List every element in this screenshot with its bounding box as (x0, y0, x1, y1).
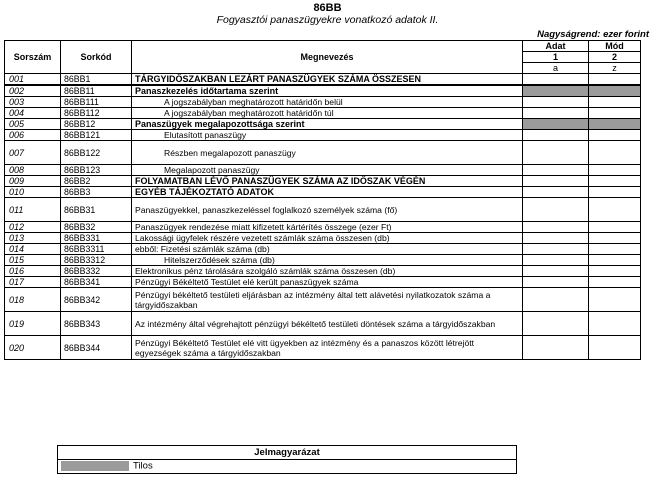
adat-cell[interactable] (523, 266, 589, 277)
row-label: Panaszügyek megalapozottsága szerint (132, 119, 523, 130)
row-number: 005 (5, 119, 61, 130)
table-row (5, 108, 641, 119)
table-row (5, 312, 641, 336)
form-subtitle: Fogyasztói panaszügyekre vonatkozó adatok II. (216, 14, 439, 26)
row-label: TÁRGYIDŐSZAKBAN LEZÁRT PANASZÜGYEK SZÁMA ÖSSZESEN (132, 74, 523, 86)
row-number: 004 (5, 108, 61, 119)
row-code: 86BB3311 (61, 244, 132, 255)
row-number: 003 (5, 97, 61, 108)
table-row (5, 187, 641, 198)
table-row (5, 336, 641, 360)
row-label: Pénzügyi Békéltető Testület elé került panaszügyek száma (132, 277, 523, 288)
adat-cell[interactable] (523, 244, 589, 255)
row-code: 86BB1 (61, 74, 132, 86)
col-mod-header: Mód (589, 41, 641, 52)
row-label: Részben megalapozott panaszügy (132, 141, 523, 165)
row-code: 86BB112 (61, 108, 132, 119)
col-adat-number: 1 (523, 52, 589, 63)
form-code-title: 86BB (313, 2, 342, 14)
col-mod-number: 2 (589, 52, 641, 63)
mod-cell[interactable] (589, 336, 641, 360)
mod-cell[interactable] (589, 255, 641, 266)
adat-cell[interactable] (523, 198, 589, 222)
row-label: Lakossági ügyfelek részére vezetett számlák száma összesen (db) (132, 233, 523, 244)
row-label: Panaszkezelés időtartama szerint (132, 85, 523, 97)
row-number: 018 (5, 288, 61, 312)
adat-cell[interactable] (523, 222, 589, 233)
row-label: Panaszügyek rendezése miatt kifizetett kártérítés összege (ezer Ft) (132, 222, 523, 233)
adat-cell[interactable] (523, 85, 589, 97)
table-row (5, 288, 641, 312)
row-code: 86BB123 (61, 165, 132, 176)
col-sorkod-header: Sorkód (61, 41, 132, 74)
mod-cell[interactable] (589, 277, 641, 288)
mod-cell[interactable] (589, 176, 641, 187)
table-row (5, 277, 641, 288)
mod-cell[interactable] (589, 187, 641, 198)
col-adat-letter: a (523, 63, 589, 74)
mod-cell[interactable] (589, 288, 641, 312)
table-row (5, 255, 641, 266)
table-row (5, 198, 641, 222)
legend-table (57, 445, 517, 474)
data-table (4, 40, 641, 360)
row-code: 86BB3 (61, 187, 132, 198)
row-number: 011 (5, 198, 61, 222)
adat-cell[interactable] (523, 119, 589, 130)
mod-cell[interactable] (589, 266, 641, 277)
row-label: Pénzügyi Békéltető Testület elé vitt ügyekben az intézmény és a panaszos között létrejött egyezségek száma a tárgyidőszakban (132, 336, 523, 360)
legend-title: Jelmagyarázat (58, 446, 517, 460)
table-row (5, 165, 641, 176)
row-code: 86BB2 (61, 176, 132, 187)
mod-cell[interactable] (589, 97, 641, 108)
row-number: 006 (5, 130, 61, 141)
row-number: 019 (5, 312, 61, 336)
row-code: 86BB3312 (61, 255, 132, 266)
col-sorszam-header: Sorszám (5, 41, 61, 74)
adat-cell[interactable] (523, 97, 589, 108)
legend-forbidden-label: Tilos (133, 460, 153, 472)
row-code: 86BB31 (61, 198, 132, 222)
row-label: A jogszabályban meghatározott határidőn túl (132, 108, 523, 119)
adat-cell[interactable] (523, 233, 589, 244)
adat-cell[interactable] (523, 74, 589, 86)
row-number: 014 (5, 244, 61, 255)
col-megnevezes-header: Megnevezés (132, 41, 523, 74)
row-number: 002 (5, 85, 61, 97)
row-label: Hitelszerződések száma (db) (132, 255, 523, 266)
row-label: Panaszügyekkel, panaszkezeléssel foglalkozó személyek száma (fő) (132, 198, 523, 222)
row-code: 86BB122 (61, 141, 132, 165)
row-number: 008 (5, 165, 61, 176)
table-row (5, 85, 641, 97)
table-row (5, 119, 641, 130)
row-number: 020 (5, 336, 61, 360)
row-code: 86BB11 (61, 85, 132, 97)
adat-cell[interactable] (523, 165, 589, 176)
row-number: 012 (5, 222, 61, 233)
row-code: 86BB121 (61, 130, 132, 141)
col-mod-letter: z (589, 63, 641, 74)
row-code: 86BB331 (61, 233, 132, 244)
row-code: 86BB332 (61, 266, 132, 277)
table-row (5, 233, 641, 244)
adat-cell[interactable] (523, 255, 589, 266)
mod-cell[interactable] (589, 233, 641, 244)
adat-cell[interactable] (523, 187, 589, 198)
adat-cell[interactable] (523, 288, 589, 312)
mod-cell[interactable] (589, 312, 641, 336)
row-label: A jogszabályban meghatározott határidőn belül (132, 97, 523, 108)
row-number: 017 (5, 277, 61, 288)
table-row (5, 130, 641, 141)
row-number: 010 (5, 187, 61, 198)
adat-cell[interactable] (523, 176, 589, 187)
row-code: 86BB12 (61, 119, 132, 130)
row-label: FOLYAMATBAN LÉVŐ PANASZÜGYEK SZÁMA AZ IDŐSZAK VÉGÉN (132, 176, 523, 187)
row-label: Megalapozott panaszügy (132, 165, 523, 176)
mod-cell[interactable] (589, 222, 641, 233)
adat-cell[interactable] (523, 277, 589, 288)
row-code: 86BB341 (61, 277, 132, 288)
row-number: 015 (5, 255, 61, 266)
row-label: Pénzügyi békéltető testületi eljárásban az intézmény által tett alávetési nyilatkozatok száma a tárgyidőszakban (132, 288, 523, 312)
adat-cell[interactable] (523, 312, 589, 336)
row-code: 86BB111 (61, 97, 132, 108)
adat-cell[interactable] (523, 130, 589, 141)
table-row (5, 74, 641, 86)
row-number: 009 (5, 176, 61, 187)
table-row (5, 244, 641, 255)
mod-cell[interactable] (589, 130, 641, 141)
mod-cell[interactable] (589, 119, 641, 130)
row-label: EGYÉB TÁJÉKOZTATÓ ADATOK (132, 187, 523, 198)
row-number: 007 (5, 141, 61, 165)
unit-note: Nagyságrend: ezer forint (537, 29, 649, 40)
mod-cell[interactable] (589, 198, 641, 222)
row-code: 86BB342 (61, 288, 132, 312)
row-number: 016 (5, 266, 61, 277)
row-number: 001 (5, 74, 61, 86)
row-label: ebből: Fizetési számlák száma (db) (132, 244, 523, 255)
row-code: 86BB32 (61, 222, 132, 233)
forbidden-swatch (61, 461, 129, 471)
table-row (5, 266, 641, 277)
mod-cell[interactable] (589, 85, 641, 97)
adat-cell[interactable] (523, 336, 589, 360)
legend-forbidden-row (58, 460, 517, 474)
row-label: Elutasított panaszügy (132, 130, 523, 141)
mod-cell[interactable] (589, 165, 641, 176)
table-row (5, 141, 641, 165)
row-number: 013 (5, 233, 61, 244)
mod-cell[interactable] (589, 108, 641, 119)
row-label: Elektronikus pénz tárolására szolgáló számlák száma összesen (db) (132, 266, 523, 277)
col-adat-header: Adat (523, 41, 589, 52)
row-label: Az intézmény által végrehajtott pénzügyi békéltető testületi döntések száma a tárgyidőszakban (132, 312, 523, 336)
mod-cell[interactable] (589, 141, 641, 165)
mod-cell[interactable] (589, 244, 641, 255)
table-row (5, 97, 641, 108)
row-code: 86BB343 (61, 312, 132, 336)
row-code: 86BB344 (61, 336, 132, 360)
table-row (5, 222, 641, 233)
mod-cell[interactable] (589, 74, 641, 86)
adat-cell[interactable] (523, 108, 589, 119)
table-row (5, 176, 641, 187)
adat-cell[interactable] (523, 141, 589, 165)
